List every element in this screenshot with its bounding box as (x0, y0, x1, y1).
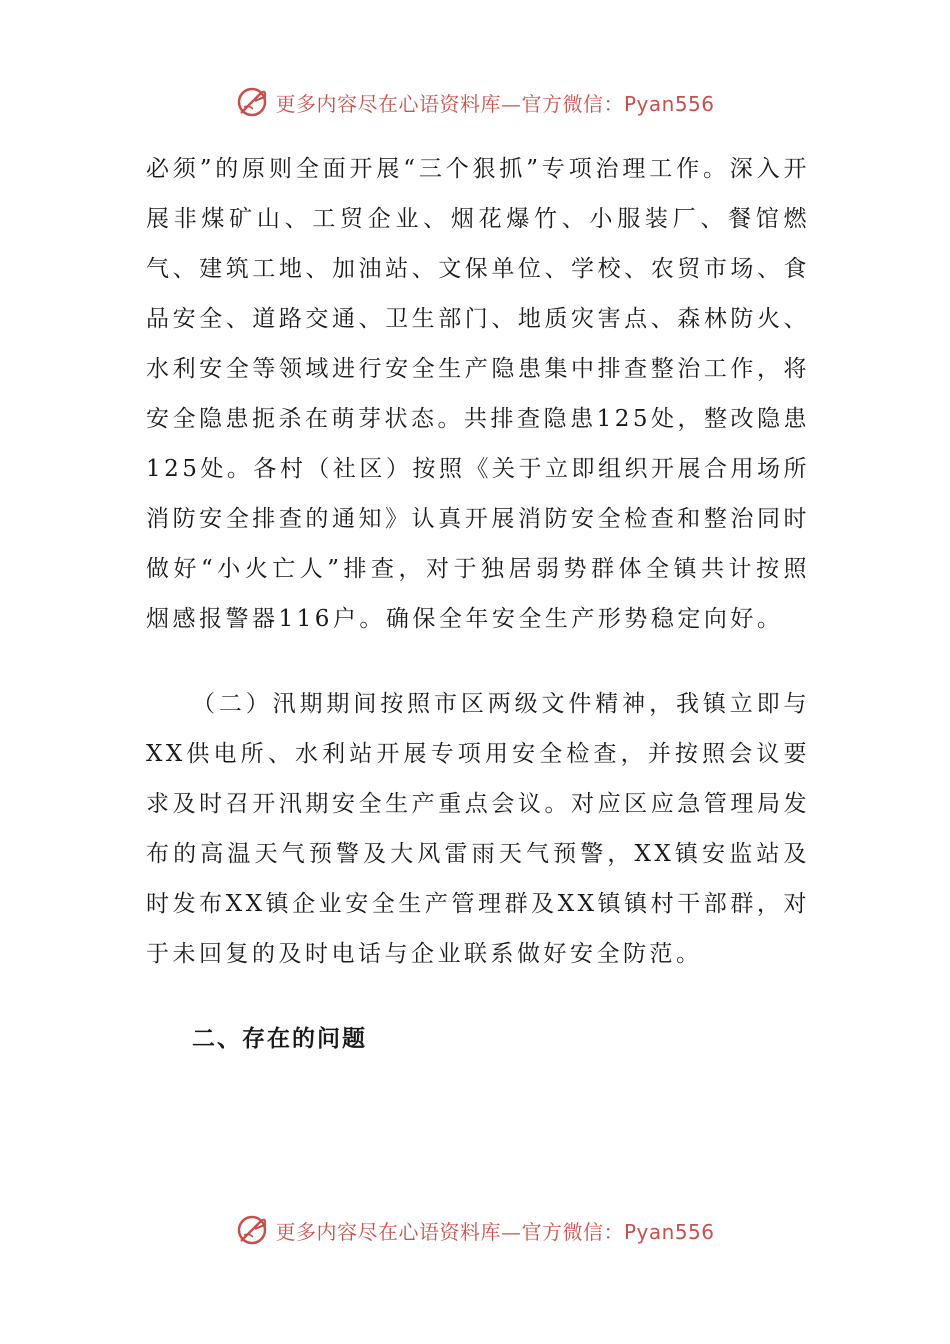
quill-logo-icon (235, 85, 269, 119)
quill-logo-icon (235, 1213, 269, 1247)
watermark-id: Pyan556 (623, 91, 715, 116)
paragraph-continuation: 必须”的原则全面开展“三个狠抓”专项治理工作。深入开展非煤矿山、工贸企业、烟花爆竹、小服装厂、餐馆燃气、建筑工地、加油站、文保单位、学校、农贸市场、食品安全、道路交通、卫生部门、地质灾害点、森林防火、水利安全等领域进行安全生产隐患集中排查整治工作，将安全隐患扼杀在萌芽状态。共排查隐患125处，整改隐患125处。各村（社区）按照《关于立即组织开展合用场所消防安全排查的通知》认真开展消防安全检查和整治同时做好“小火亡人”排查，对于独居弱势群体全镇共计按照烟感报警器116户。确保全年安全生产形势稳定向好。 (146, 156, 810, 632)
header-watermark (0, 82, 950, 122)
document-body (146, 144, 810, 1064)
section-heading: 二、存在的问题 (192, 1026, 367, 1052)
watermark-id: Pyan556 (623, 1219, 715, 1244)
paragraph-flood-season: （二）汛期期间按照市区两级文件精神，我镇立即与XX供电所、水利站开展专项用安全检查，并按照会议要求及时召开汛期安全生产重点会议。对应区应急管理局发布的高温天气预警及大风雷雨天气预警，XX镇安监站及时发布XX镇企业安全生产管理群及XX镇镇村干部群，对于未回复的及时电话与企业联系做好安全防范。 (146, 691, 810, 967)
watermark-text: 更多内容尽在心语资料库—官方微信：Pyan556 (275, 1219, 715, 1244)
watermark-text: 更多内容尽在心语资料库—官方微信：Pyan556 (275, 91, 715, 116)
footer-watermark (0, 1210, 950, 1250)
